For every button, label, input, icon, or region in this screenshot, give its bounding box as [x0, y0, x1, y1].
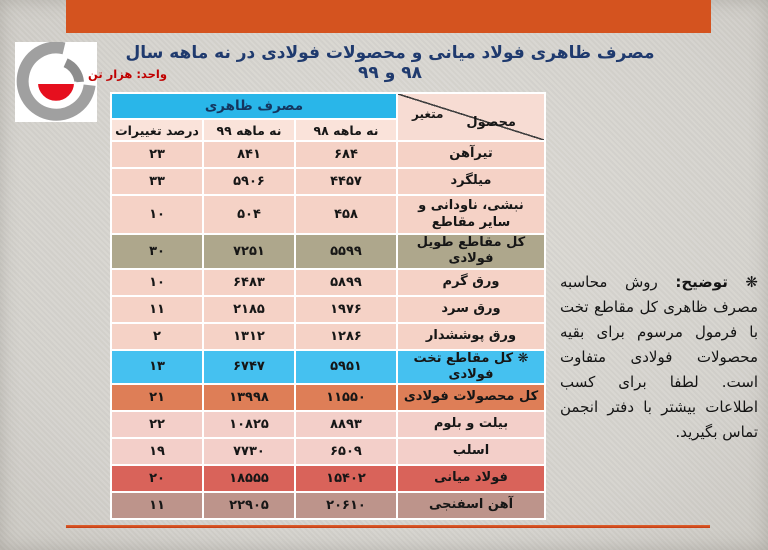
corner-product-label: محصول — [466, 115, 516, 130]
table-row — [112, 324, 544, 349]
logo-swirl-icon — [15, 42, 97, 122]
product-name-cell: آهن اسفنجی — [398, 493, 544, 518]
value-9months-98-cell: ۸۸۹۳ — [296, 412, 396, 437]
percent-change-cell: ۲۰ — [112, 466, 202, 491]
value-9months-98-cell: ۵۹۵۱ — [296, 351, 396, 384]
top-accent-bar — [66, 0, 711, 33]
percent-change-cell: ۳۰ — [112, 235, 202, 268]
value-9months-99-cell: ۶۷۴۷ — [204, 351, 294, 384]
table-row — [112, 142, 544, 167]
value-9months-98-cell: ۲۰۶۱۰ — [296, 493, 396, 518]
consumption-table — [110, 92, 546, 520]
column-header-9months-98: نه ماهه ۹۸ — [296, 120, 396, 140]
table-row — [112, 466, 544, 491]
table-row — [112, 196, 544, 233]
table-row — [112, 297, 544, 322]
percent-change-cell: ۲۲ — [112, 412, 202, 437]
note-label: توضیح: — [675, 273, 728, 291]
table-row — [112, 385, 544, 410]
table-row — [112, 351, 544, 384]
product-name-cell: ❋ کل مقاطع تخت فولادی — [398, 351, 544, 384]
percent-change-cell: ۱۱ — [112, 493, 202, 518]
table-row — [112, 493, 544, 518]
corner-variable-label: متغیر — [412, 107, 444, 121]
percent-change-cell: ۳۳ — [112, 169, 202, 194]
product-name-cell: اسلب — [398, 439, 544, 464]
bottom-accent-line — [66, 525, 710, 528]
slide-title: مصرف ظاهری فولاد میانی و محصولات فولادی در نه ماهه سال ۹۸ و ۹۹ — [125, 43, 655, 83]
value-9months-99-cell: ۵۰۴ — [204, 196, 294, 233]
value-9months-99-cell: ۱۳۱۲ — [204, 324, 294, 349]
percent-change-cell: ۱۰ — [112, 196, 202, 233]
product-name-cell: ورق سرد — [398, 297, 544, 322]
product-name-cell: بیلت و بلوم — [398, 412, 544, 437]
value-9months-98-cell: ۶۵۰۹ — [296, 439, 396, 464]
product-name-cell: نبشی، ناودانی و سایر مقاطع — [398, 196, 544, 233]
value-9months-99-cell: ۲۲۹۰۵ — [204, 493, 294, 518]
product-name-cell: ورق گرم — [398, 270, 544, 295]
product-name-cell: فولاد میانی — [398, 466, 544, 491]
value-9months-98-cell: ۵۸۹۹ — [296, 270, 396, 295]
value-9months-99-cell: ۸۴۱ — [204, 142, 294, 167]
group-header-apparent-consumption: مصرف ظاهری — [112, 94, 396, 118]
value-9months-99-cell: ۶۴۸۳ — [204, 270, 294, 295]
percent-change-cell: ۲۳ — [112, 142, 202, 167]
percent-change-cell: ۲۱ — [112, 385, 202, 410]
table-row — [112, 439, 544, 464]
value-9months-99-cell: ۲۱۸۵ — [204, 297, 294, 322]
table-row — [112, 270, 544, 295]
product-name-cell: تیرآهن — [398, 142, 544, 167]
note-text — [560, 270, 758, 445]
table-row — [112, 412, 544, 437]
steel-association-logo — [15, 42, 97, 122]
note-body: روش محاسبه مصرف ظاهری کل مقاطع تخت با فرمول مرسوم برای بقیه محصولات فولادی متفاوت است. لطفا برای کسب اطلاعات بیشتر با دفتر انجمن تماس بگیرید. — [560, 273, 758, 441]
percent-change-cell: ۱۱ — [112, 297, 202, 322]
corner-header-cell — [398, 94, 544, 140]
percent-change-cell: ۲ — [112, 324, 202, 349]
value-9months-99-cell: ۷۲۵۱ — [204, 235, 294, 268]
percent-change-cell: ۱۳ — [112, 351, 202, 384]
product-name-cell: کل مقاطع طویل فولادی — [398, 235, 544, 268]
value-9months-98-cell: ۱۱۵۵۰ — [296, 385, 396, 410]
value-9months-98-cell: ۱۲۸۶ — [296, 324, 396, 349]
product-name-cell: ورق پوششدار — [398, 324, 544, 349]
value-9months-99-cell: ۵۹۰۶ — [204, 169, 294, 194]
value-9months-98-cell: ۴۴۵۷ — [296, 169, 396, 194]
column-header-percent-change: درصد تغییرات — [112, 120, 202, 140]
table-body — [112, 142, 544, 518]
value-9months-98-cell: ۱۵۴۰۲ — [296, 466, 396, 491]
asterisk-icon: ❋ — [727, 273, 758, 291]
value-9months-99-cell: ۱۰۸۲۵ — [204, 412, 294, 437]
table-row — [112, 235, 544, 268]
value-9months-98-cell: ۱۹۷۶ — [296, 297, 396, 322]
value-9months-98-cell: ۴۵۸ — [296, 196, 396, 233]
value-9months-99-cell: ۷۷۳۰ — [204, 439, 294, 464]
percent-change-cell: ۱۹ — [112, 439, 202, 464]
percent-change-cell: ۱۰ — [112, 270, 202, 295]
unit-label: واحد: هزار تن — [88, 67, 167, 81]
table-row — [112, 169, 544, 194]
column-header-9months-99: نه ماهه ۹۹ — [204, 120, 294, 140]
value-9months-98-cell: ۶۸۴ — [296, 142, 396, 167]
value-9months-98-cell: ۵۵۹۹ — [296, 235, 396, 268]
product-name-cell: میلگرد — [398, 169, 544, 194]
value-9months-99-cell: ۱۸۵۵۵ — [204, 466, 294, 491]
product-name-cell: کل محصولات فولادی — [398, 385, 544, 410]
value-9months-99-cell: ۱۳۹۹۸ — [204, 385, 294, 410]
